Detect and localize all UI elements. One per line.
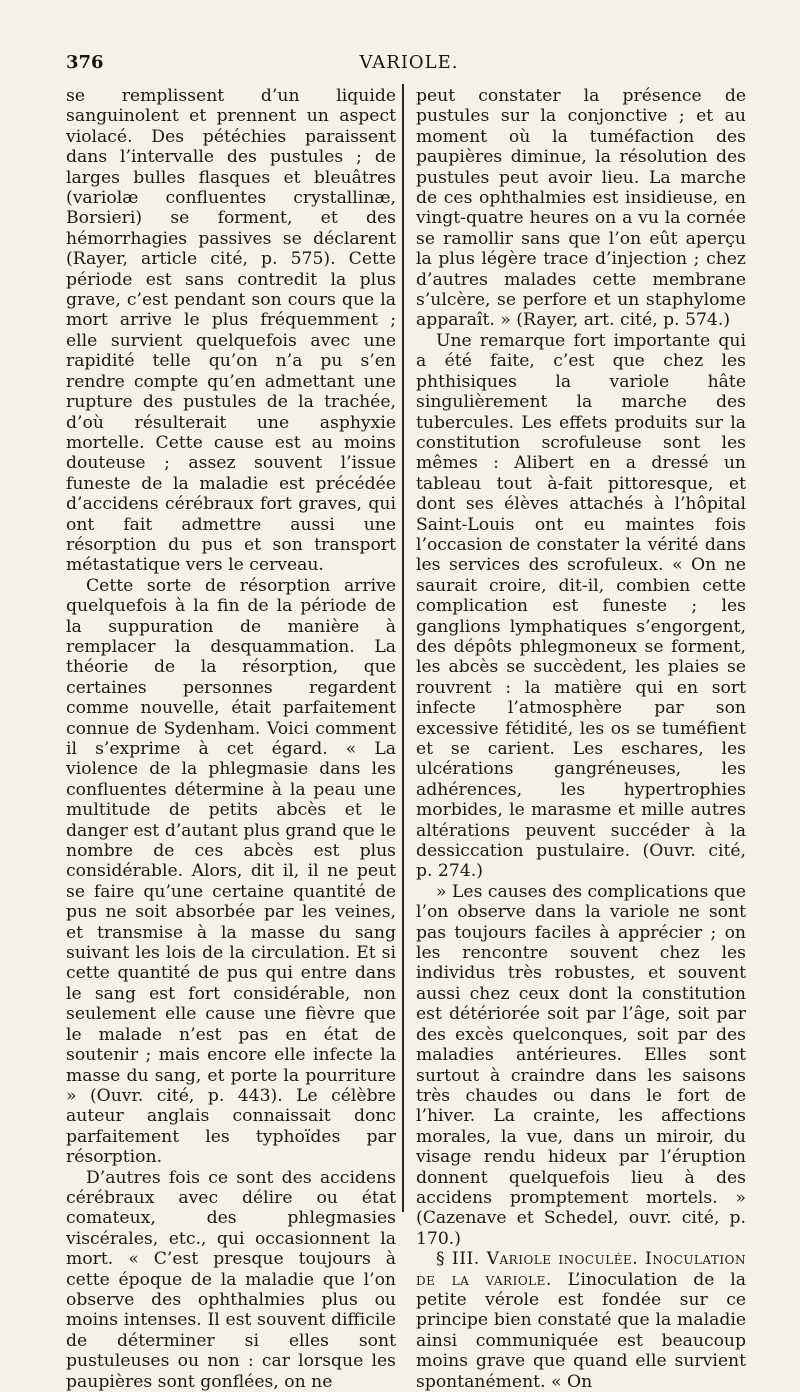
paragraph: Une remarque fort importante qui a été faite, c’est que chez les phthisiques la variole hâte singulièrement la marche des tubercules. Les effets produits sur la constitution scrofuleuse sont les mêmes : Alibert en a dressé un tableau tout à-fait pittoresque, et dont ses élèves attachés à l’hôpital Saint-Louis ont eu maintes fois l’occasion de constater la vérité dans les services des scrofuleux. « On ne saurait croire, dit-il, combien cette complication est funeste ; les ganglions lymphatiques s’engorgent, des dépôts phlegmoneux se forment, les abcès se succèdent, les plaies se rouvrent : la matière qui en sort infecte l’atmosphère par son excessive fétidité, les os se tuméfient et se carient. Les eschares, les ulcérations gangréneuses, les adhérences, les hypertrophies morbides, le marasme et mille autres altérations peuvent succéder à la dessiccation pustulaire. (Ouvr. cité, p. 274.) <box>416 330 746 882</box>
page-number: 376 <box>66 52 104 73</box>
paragraph: se remplissent d’un liquide sanguinolent et prennent un aspect violacé. Des pétéchies paraissent dans l’intervalle des pustules ; de larges bulles flasques et bleuâtres (variolæ confluentes crystallinæ, Borsieri) se forment, et des hémorrhagies passives se déclarent (Rayer, article cité, p. 575). Cette période est sans contredit la plus grave, c’est pendant son cours que la mort arrive le plus fréquemment ; elle survient quelquefois avec une rapidité telle qu’on n’a pu s’en rendre compte qu’en admettant une rupture des pustules de la trachée, d’où résulterait une asphyxie mortelle. Cette cause est au moins douteuse ; assez souvent l’issue funeste de la maladie est précédée d’accidens cérébraux fort graves, qui ont fait admettre aussi une résorption du pus et son transport métastatique vers le cerveau. <box>66 86 396 576</box>
paragraph: D’autres fois ce sont des accidens cérébraux avec délire ou état comateux, des phlegmasies viscérales, etc., qui occasionnent la mort. « C’est presque toujours à cette époque de la maladie que l’on observe des ophthalmies plus ou moins intenses. Il est souvent difficile de déterminer si elles sont pustuleuses ou non : car lorsque les paupières sont gonflées, on ne <box>66 1167 396 1392</box>
right-column <box>416 86 746 1392</box>
section-paragraph <box>416 1249 746 1392</box>
paragraph: Cette sorte de résorption arrive quelquefois à la fin de la période de la suppuration de manière à remplacer la desquammation. La théorie de la résorption, que certaines personnes regardent comme nouvelle, était parfaitement connue de Sydenham. Voici comment il s’exprime à cet égard. « La violence de la phlegmasie dans les confluentes détermine à la peau une multitude de petits abcès et le danger est d’autant plus grand que le nombre de ces abcès est plus considérable. Alors, dit il, il ne peut se faire qu’une certaine quantité de pus ne soit absorbée par les veines, et transmise à la masse du sang suivant les lois de la circulation. Et si cette quantité de pus qui entre dans le sang est fort considérable, non seulement elle cause une fièvre que le malade n’est pas en état de soutenir ; mais encore elle infecte la masse du sang, et porte la pourriture » (Ouvr. cité, p. 443). Le célèbre auteur anglais connaissait donc parfaitement les typhoïdes par résorption. <box>66 575 396 1168</box>
running-title: VARIOLE. <box>359 52 459 73</box>
column-divider <box>402 84 404 1212</box>
section-text: L’inoculation de la petite vérole est fondée sur ce principe bien constaté que la maladie ainsi communiquée est beaucoup moins grave que quand elle survient spontanément. « On <box>416 1269 746 1392</box>
section-heading: § III. Variole inoculée. Inoculation de la variole. <box>416 1249 746 1290</box>
page-header <box>66 52 752 76</box>
left-column <box>66 86 396 1392</box>
paragraph: » Les causes des complications que l’on observe dans la variole ne sont pas toujours faciles à apprécier ; on les rencontre souvent chez les individus très robustes, et souvent aussi chez ceux dont la constitution est détériorée soit par l’âge, soit par des excès quelconques, soit par des maladies antérieures. Elles sont surtout à craindre dans les saisons très chaudes ou dans le fort de l’hiver. La crainte, les affections morales, la vue, dans un miroir, du visage rendu hideux par l’éruption donnent quelquefois lieu à des accidens promptement mortels. » (Cazenave et Schedel, ouvr. cité, p. 170.) <box>416 881 747 1249</box>
paragraph: peut constater la présence de pustules sur la conjonctive ; et au moment où la tuméfaction des paupières diminue, la résolution des pustules peut avoir lieu. La marche de ces ophthalmies est insidieuse, en vingt-quatre heures on a vu la cornée se ramollir sans que l’on eût aperçu la plus légère trace d’injection ; chez d’autres malades cette membrane s’ulcère, se perfore et un staphylome apparaît. » (Rayer, art. cité, p. 574.) <box>416 86 746 331</box>
